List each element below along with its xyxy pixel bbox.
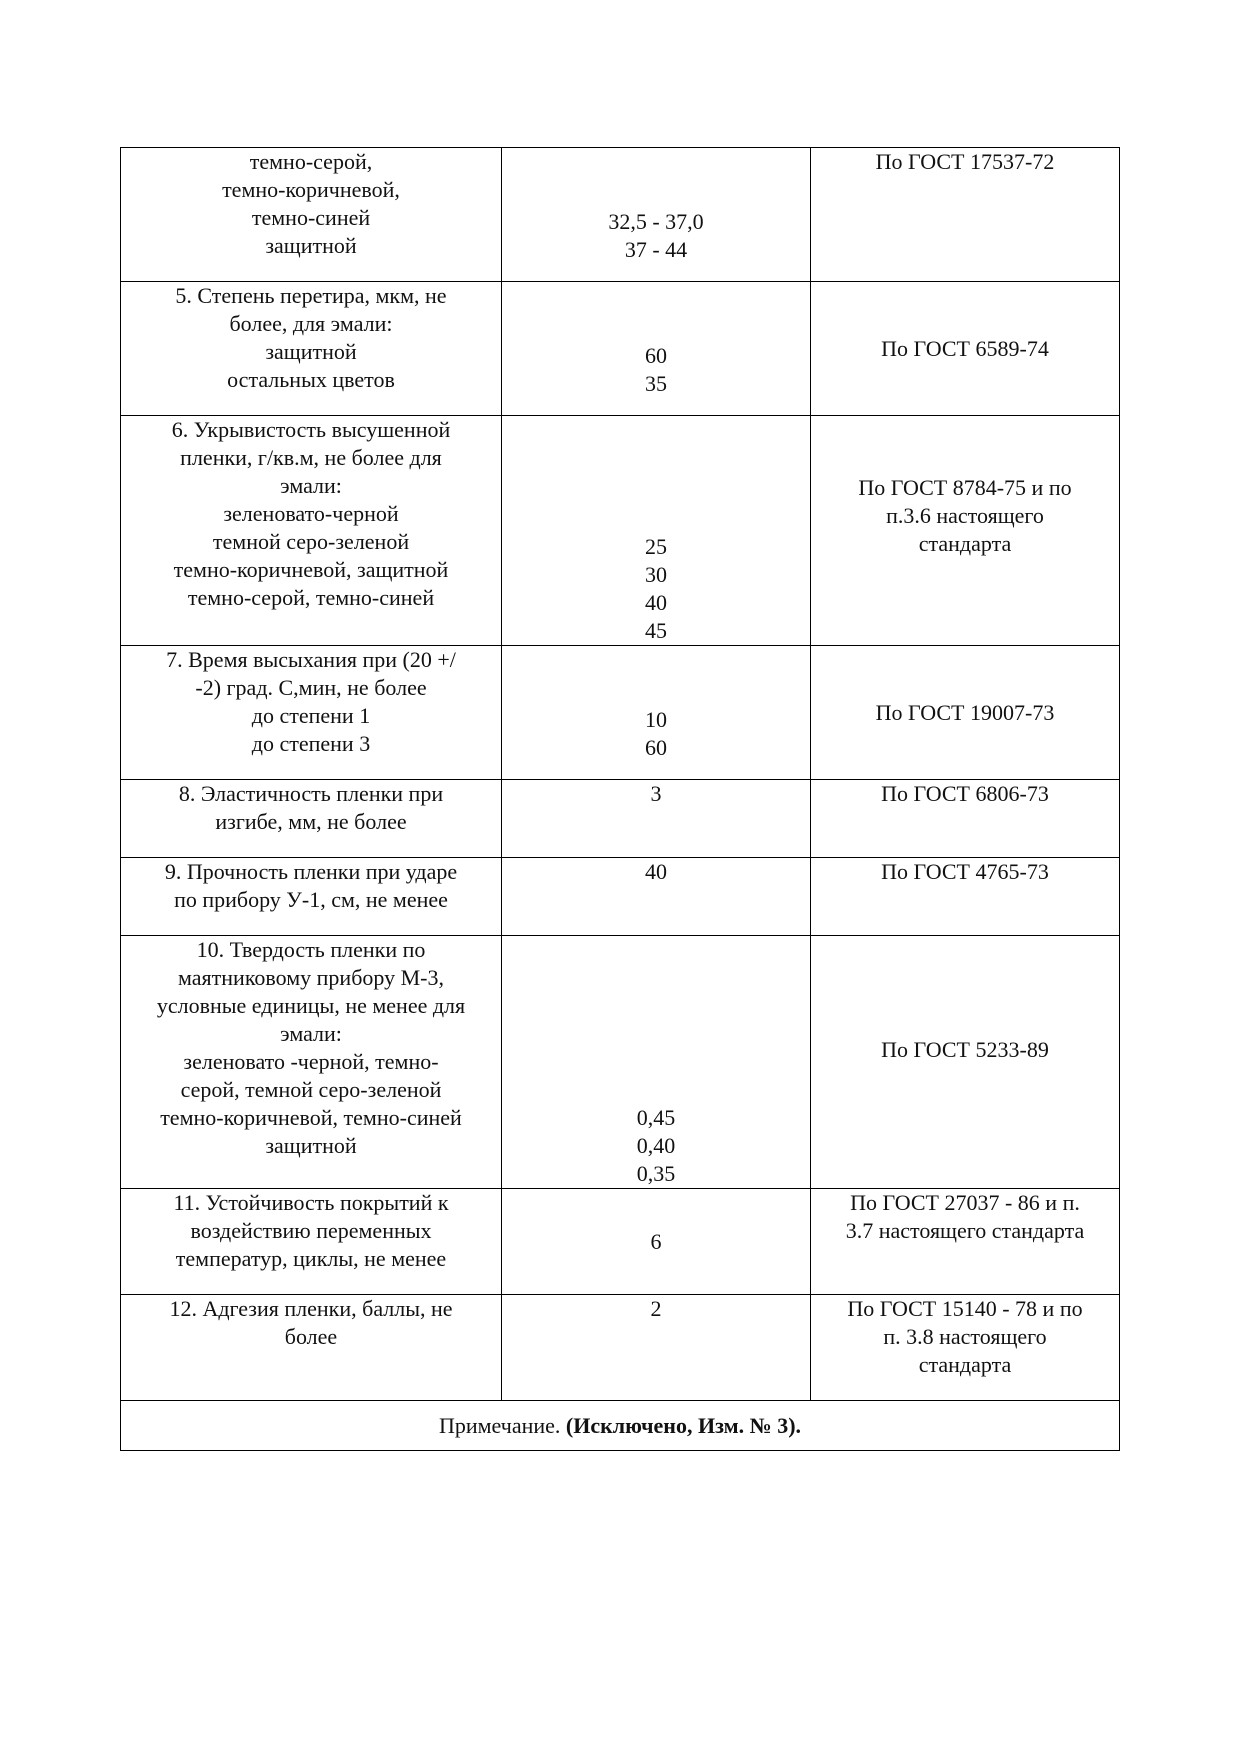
value-line: 2: [650, 1296, 662, 1321]
method-cell: [811, 780, 1120, 858]
method-line: 3.7 настоящего стандарта: [845, 1218, 1085, 1243]
property-line: 7. Время высыхания при (20 +/: [166, 647, 456, 672]
method-line: По ГОСТ 17537-72: [875, 149, 1055, 174]
property-cell: [121, 646, 502, 780]
method-cell: [811, 936, 1120, 1189]
value-cell: [502, 416, 811, 646]
property-cell: [121, 858, 502, 936]
property-line: более, для эмали:: [229, 311, 393, 336]
method-line: По ГОСТ 6589-74: [881, 335, 1049, 361]
note-cell: [121, 1401, 1120, 1451]
property-line: до степени 3: [251, 731, 371, 756]
table-row: [121, 858, 1120, 936]
value-line: 0,45: [636, 1105, 676, 1130]
value-cell: [502, 1295, 811, 1401]
value-line: 30: [645, 562, 667, 587]
property-line: воздействию переменных: [190, 1218, 432, 1243]
property-cell: [121, 416, 502, 646]
property-line: темно-коричневой, темно-синей: [160, 1105, 462, 1130]
table-row: [121, 282, 1120, 416]
property-line: зеленовато-черной: [223, 501, 399, 526]
specification-table: [120, 147, 1120, 1451]
value-cell: [502, 646, 811, 780]
property-line: маятниковому прибору М-3,: [178, 965, 444, 990]
table-row: [121, 1295, 1120, 1401]
value-line: 40: [645, 590, 667, 615]
property-line: серой, темной серо-зеленой: [180, 1077, 442, 1102]
property-line: более: [284, 1324, 338, 1349]
property-line: 10. Твердость пленки по: [196, 937, 426, 962]
property-line: эмали:: [280, 473, 342, 498]
value-cell: [502, 148, 811, 282]
property-line: темной серо-зеленой: [212, 529, 410, 554]
method-line: По ГОСТ 4765-73: [881, 859, 1049, 884]
property-line: темно-серой,: [249, 149, 373, 174]
value-cell: [502, 1189, 811, 1295]
method-line: По ГОСТ 15140 - 78 и по: [847, 1296, 1083, 1321]
property-line: изгибе, мм, не более: [215, 809, 407, 834]
value-cell: [502, 936, 811, 1189]
property-line: защитной: [265, 1133, 357, 1158]
method-line: По ГОСТ 5233-89: [881, 1037, 1049, 1062]
method-cell: [811, 282, 1120, 416]
value-cell: [502, 780, 811, 858]
value-line: 10: [645, 707, 667, 732]
property-line: по прибору У-1, см, не менее: [174, 887, 448, 912]
table-row: [121, 1189, 1120, 1295]
property-line: температур, циклы, не менее: [175, 1246, 447, 1271]
property-line: зеленовато -черной, темно-: [183, 1049, 439, 1074]
property-line: защитной: [265, 339, 357, 364]
method-cell: [811, 148, 1120, 282]
value-line: 45: [645, 618, 667, 643]
property-line: защитной: [265, 233, 357, 258]
note-amendment: (Исключено, Изм. № 3).: [565, 1412, 802, 1438]
table-row: [121, 646, 1120, 780]
table-row: [121, 780, 1120, 858]
property-line: темно-коричневой, защитной: [173, 557, 449, 582]
property-line: условные единицы, не менее для: [156, 993, 466, 1018]
property-line: пленки, г/кв.м, не более для: [180, 445, 442, 470]
property-cell: [121, 282, 502, 416]
property-cell: [121, 148, 502, 282]
property-line: темно-серой, темно-синей: [187, 585, 435, 610]
method-line: По ГОСТ 8784-75 и по: [858, 475, 1072, 500]
method-cell: [811, 416, 1120, 646]
method-line: п. 3.8 настоящего: [883, 1324, 1047, 1349]
property-cell: [121, 1189, 502, 1295]
value-line: 0,40: [636, 1133, 676, 1158]
method-line: По ГОСТ 6806-73: [881, 781, 1049, 806]
table-note-row: [121, 1401, 1120, 1451]
property-cell: [121, 936, 502, 1189]
method-line: По ГОСТ 27037 - 86 и п.: [850, 1190, 1080, 1215]
method-cell: [811, 646, 1120, 780]
method-line: По ГОСТ 19007-73: [875, 699, 1055, 725]
value-cell: [502, 858, 811, 936]
property-line: остальных цветов: [227, 367, 395, 392]
value-line: 3: [650, 781, 662, 806]
method-line: стандарта: [918, 1352, 1012, 1377]
property-line: темно-коричневой,: [222, 177, 400, 202]
method-line: стандарта: [918, 531, 1012, 556]
value-line: 0,35: [636, 1161, 676, 1186]
method-cell: [811, 1295, 1120, 1401]
method-cell: [811, 858, 1120, 936]
value-line: 60: [645, 343, 667, 368]
table-row: [121, 936, 1120, 1189]
table-row: [121, 148, 1120, 282]
property-line: 11. Устойчивость покрытий к: [173, 1190, 449, 1215]
method-cell: [811, 1189, 1120, 1295]
property-line: 9. Прочность пленки при ударе: [164, 859, 458, 884]
value-line: 40: [645, 859, 667, 884]
value-line: 25: [645, 534, 667, 559]
value-line: 60: [645, 735, 667, 760]
value-line: 6: [650, 1228, 662, 1254]
property-line: 5. Степень перетира, мкм, не: [175, 283, 447, 308]
value-line: 37 - 44: [624, 237, 688, 262]
property-cell: [121, 1295, 502, 1401]
value-line: 32,5 - 37,0: [608, 209, 704, 234]
property-line: темно-синей: [251, 205, 371, 230]
note-label: Примечание.: [438, 1412, 566, 1438]
method-line: п.3.6 настоящего: [886, 503, 1044, 528]
table-row: [121, 416, 1120, 646]
value-line: 35: [645, 371, 667, 396]
property-line: эмали:: [280, 1021, 342, 1046]
property-line: 6. Укрывистость высушенной: [171, 417, 451, 442]
value-cell: [502, 282, 811, 416]
property-cell: [121, 780, 502, 858]
property-line: -2) град. С,мин, не более: [195, 675, 427, 700]
property-line: 8. Эластичность пленки при: [178, 781, 444, 806]
property-line: до степени 1: [251, 703, 371, 728]
property-line: 12. Адгезия пленки, баллы, не: [169, 1296, 453, 1321]
